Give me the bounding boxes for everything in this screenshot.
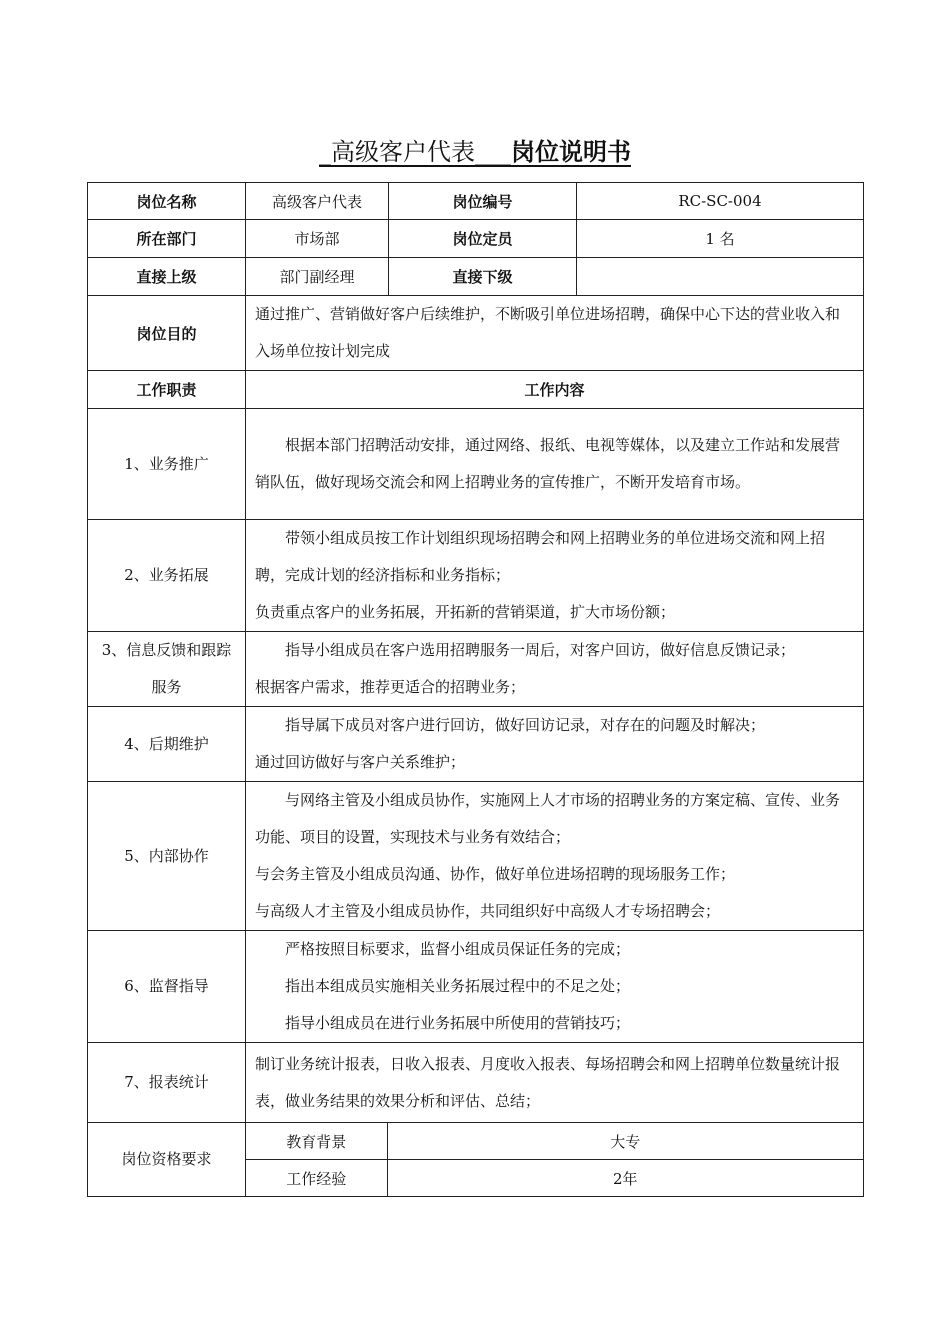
direct-subordinate-value: [577, 258, 864, 296]
duty-content: [246, 632, 864, 707]
duty-line: 严格按照目标要求，监督小组成员保证任务的完成；: [285, 940, 631, 958]
duty-line: 与高级人才主管及小组成员协作，共同组织好中高级人才专场招聘会；: [255, 902, 721, 920]
duty-row: [88, 632, 864, 707]
duty-content: [246, 409, 864, 520]
qualification-item: [246, 1123, 863, 1160]
purpose-row: [88, 296, 864, 371]
headcount-label: 岗位定员: [389, 220, 577, 258]
direct-superior-value: 部门副经理: [246, 258, 389, 296]
duty-row: [88, 1043, 864, 1123]
department-label: 所在部门: [88, 220, 246, 258]
duty-line: 通过回访做好与客户关系维护；: [255, 753, 466, 771]
duty-row: [88, 707, 864, 782]
qualification-row: [88, 1123, 864, 1197]
duty-row: [88, 520, 864, 632]
purpose-text: 通过推广、营销做好客户后续维护，不断吸引单位进场招聘，确保中心下达的营业收入和入场单位按计划完成: [246, 296, 864, 371]
info-row-3: [88, 258, 864, 296]
duty-line: 指导小组成员在客户选用招聘服务一周后，对客户回访，做好信息反馈记录；: [285, 641, 796, 659]
qualification-table: [246, 1123, 863, 1196]
qualification-key: 工作经验: [246, 1160, 387, 1197]
duty-line: 指导小组成员在进行业务拓展中所使用的营销技巧；: [285, 1014, 631, 1032]
position-code-label: 岗位编号: [389, 183, 577, 220]
duties-header-row: [88, 371, 864, 409]
position-name-label: 岗位名称: [88, 183, 246, 220]
purpose-label: 岗位目的: [88, 296, 246, 371]
duty-line: 与会务主管及小组成员沟通、协作，做好单位进场招聘的现场服务工作；: [255, 865, 736, 883]
duty-line: 指出本组成员实施相关业务拓展过程中的不足之处；: [285, 977, 631, 995]
direct-subordinate-label: 直接下级: [389, 258, 577, 296]
qualification-cell: [246, 1123, 864, 1197]
page-title: [0, 132, 950, 172]
duty-line: 负责重点客户的业务拓展，开拓新的营销渠道，扩大市场份额；: [255, 603, 676, 621]
duty-line: 制订业务统计报表，日收入报表、月度收入报表、每场招聘会和网上招聘单位数量统计报表，做业务结果的效果分析和评估、总结；: [255, 1054, 841, 1110]
duty-line: 根据本部门招聘活动安排，通过网络、报纸、电视等媒体，以及建立工作站和发展营销队伍，做好现场交流会和网上招聘业务的宣传推广，不断开发培育市场。: [255, 436, 841, 491]
duty-line: 根据客户需求，推荐更适合的招聘业务；: [255, 678, 526, 696]
duty-content: [246, 707, 864, 782]
position-name-underlined: _高级客户代表___: [319, 138, 511, 166]
direct-superior-label: 直接上级: [88, 258, 246, 296]
duties-header-left: 工作职责: [88, 371, 246, 409]
duty-name: 3、信息反馈和跟踪服务: [88, 632, 246, 707]
duty-line: 与网络主管及小组成员协作，实施网上人才市场的招聘业务的方案定稿、宣传、业务功能、项目的设置，实现技术与业务有效结合；: [255, 791, 841, 846]
duty-name: 6、监督指导: [88, 931, 246, 1043]
duty-line: 带领小组成员按工作计划组织现场招聘会和网上招聘业务的单位进场交流和网上招聘，完成计划的经济指标和业务指标；: [255, 529, 826, 584]
job-description-table: [87, 182, 864, 1197]
info-row-2: [88, 220, 864, 258]
document-type-title: 岗位说明书: [511, 138, 631, 166]
duty-name: 4、后期维护: [88, 707, 246, 782]
duties-header-right: 工作内容: [246, 371, 864, 409]
duty-name: 2、业务拓展: [88, 520, 246, 632]
qualification-value: 2年: [387, 1160, 863, 1197]
duty-row: [88, 931, 864, 1043]
duty-name: 7、报表统计: [88, 1043, 246, 1123]
duty-content: [246, 782, 864, 931]
qualification-item: [246, 1160, 863, 1197]
duty-line: 指导属下成员对客户进行回访，做好回访记录，对存在的问题及时解决；: [285, 716, 766, 734]
position-name-value: 高级客户代表: [246, 183, 389, 220]
duty-content: [246, 1043, 864, 1123]
duty-content: [246, 931, 864, 1043]
duty-content: [246, 520, 864, 632]
qualification-label: 岗位资格要求: [88, 1123, 246, 1197]
duty-row: [88, 782, 864, 931]
duty-name: 1、业务推广: [88, 409, 246, 520]
info-row-1: [88, 183, 864, 220]
qualification-key: 教育背景: [246, 1123, 387, 1160]
qualification-value: 大专: [610, 1132, 641, 1151]
headcount-value: 1 名: [577, 220, 864, 258]
position-code-value: RC-SC-004: [577, 183, 864, 220]
duty-row: [88, 409, 864, 520]
department-value: 市场部: [246, 220, 389, 258]
duty-name: 5、内部协作: [88, 782, 246, 931]
